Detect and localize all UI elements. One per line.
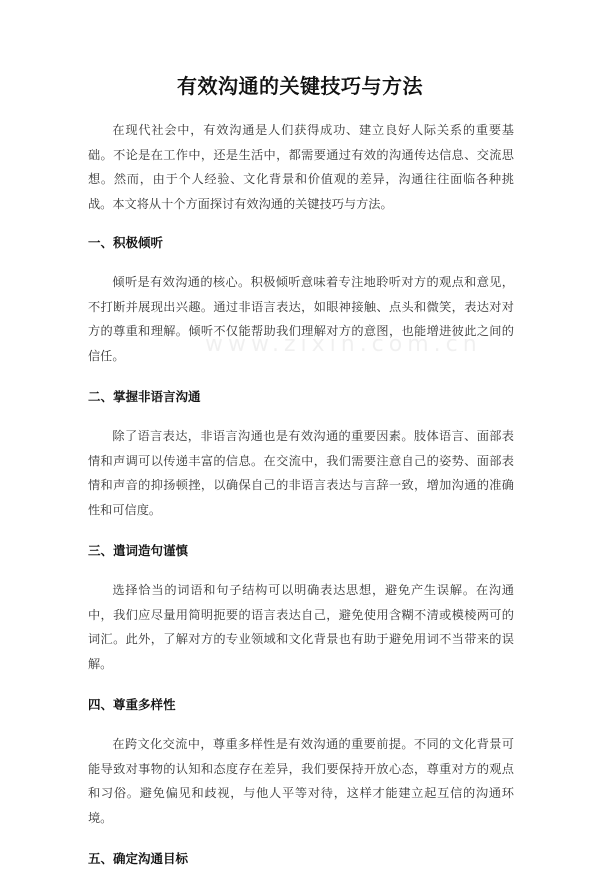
section-heading-5: 五、确定沟通目标 — [88, 851, 189, 866]
section-heading-2: 二、掌握非语言沟通 — [88, 389, 201, 404]
section-body-2: 除了语言表达，非语言沟通也是有效沟通的重要因素。肢体语言、面部表情和声调可以传递丰富的信息。在交流中，我们需要注意自己的姿势、面部表情和声音的抑扬顿挫，以确保自己的非语言表达与言辞一致，增加沟通的准确性和可信度。 — [88, 429, 514, 517]
section-heading-1: 一、积极倾听 — [88, 235, 164, 250]
watermark: www.zixin.com.cn — [205, 332, 482, 357]
section-heading-4: 四、尊重多样性 — [88, 697, 176, 712]
section-body-3: 选择恰当的词语和句子结构可以明确表达思想，避免产生误解。在沟通中，我们应尽量用简明扼要的语言表达自己，避免使用含糊不清或模棱两可的词汇。此外，了解对方的专业领域和文化背景也有助于避免用词不当带来的误解。 — [88, 583, 514, 671]
document-body — [88, 118, 514, 886]
section-body-4: 在跨文化交流中，尊重多样性是有效沟通的重要前提。不同的文化背景可能导致对事物的认知和态度存在差异，我们要保持开放心态，尊重对方的观点和习俗。避免偏见和歧视，与他人平等对待，这样才能建立起互信的沟通环境。 — [88, 737, 514, 825]
intro-paragraph: 在现代社会中，有效沟通是人们获得成功、建立良好人际关系的重要基础。不论是在工作中，还是生活中，都需要通过有效的沟通传达信息、交流思想。然而，由于个人经验、文化背景和价值观的差异，沟通往往面临各种挑战。本文将从十个方面探讨有效沟通的关键技巧与方法。 — [88, 123, 514, 211]
document-title: 有效沟通的关键技巧与方法 — [177, 74, 423, 98]
section-body-1: 倾听是有效沟通的核心。积极倾听意味着专注地聆听对方的观点和意见，不打断并展现出兴趣。通过非语言表达，如眼神接触、点头和微笑，表达对对方的尊重和理解。倾听不仅能帮助我们理解对方的意图，也能增进彼此之间的信任。 — [88, 275, 514, 363]
section-heading-3: 三、遣词造句谨慎 — [88, 543, 189, 558]
